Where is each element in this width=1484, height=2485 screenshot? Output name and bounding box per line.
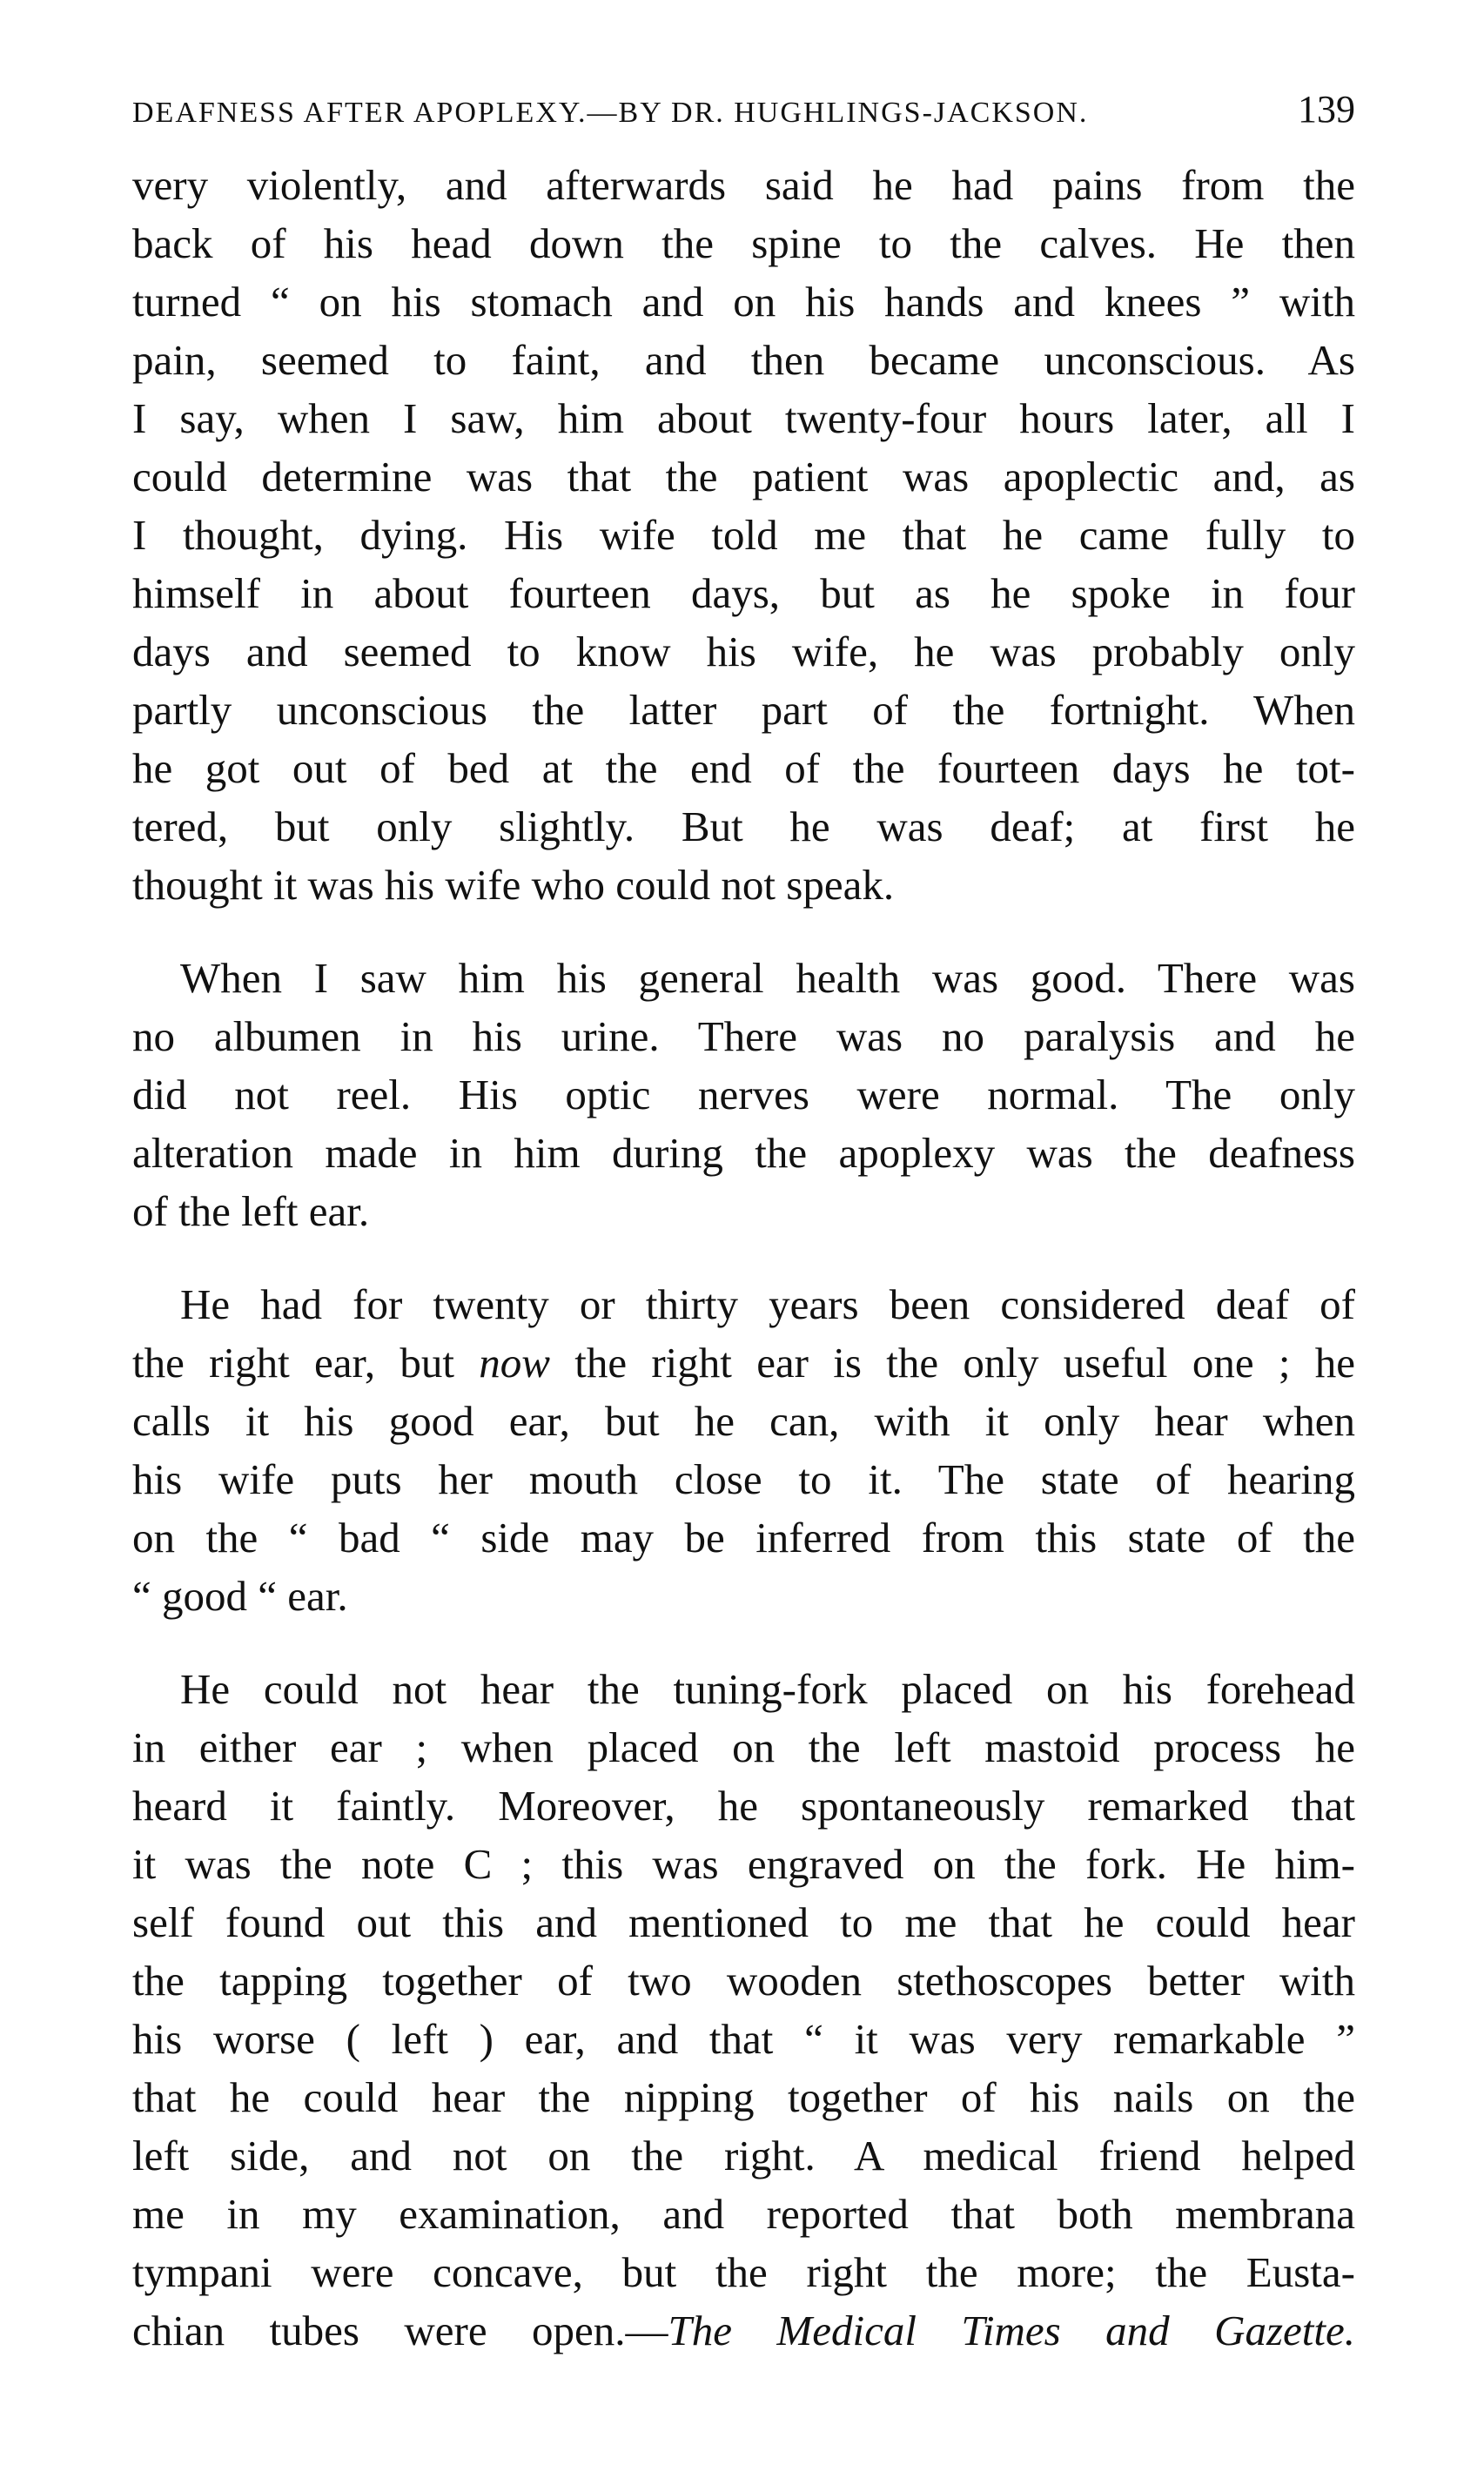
text-run: chian tubes were open.— <box>132 2307 668 2354</box>
text-line: I say, when I saw, him about twenty-four hours later, all I <box>132 394 1355 442</box>
running-head <box>132 87 1355 131</box>
text-line: pain, seemed to faint, and then became unconscious. As <box>132 336 1355 384</box>
text-line: tympani were concave, but the right the more; the Eusta- <box>132 2248 1355 2296</box>
text-run: the right ear, but <box>132 1339 454 1387</box>
text-line: he got out of bed at the end of the fourteen days he tot- <box>132 744 1355 792</box>
text-line: his wife puts her mouth close to it. The state of hearing <box>132 1455 1355 1503</box>
text-line: “ good “ ear. <box>132 1572 348 1620</box>
text-line: days and seemed to know his wife, he was probably only <box>132 628 1355 675</box>
paragraph-3 <box>132 1275 1355 1625</box>
running-title: DEAFNESS AFTER APOPLEXY.—BY DR. HUGHLINGS-JACKSON. <box>132 97 1089 129</box>
source-citation: The Medical Times and Gazette. <box>668 2307 1355 2354</box>
text-line: When I saw him his general health was good. There was <box>180 954 1355 1002</box>
text-line: it was the note C ; this was engraved on the fork. He him- <box>132 1840 1355 1888</box>
text-line: alteration made in him during the apoplexy was the deafness <box>132 1129 1355 1177</box>
text-line <box>132 1333 1355 1392</box>
text-line: no albumen in his urine. There was no paralysis and he <box>132 1012 1355 1060</box>
text-line: calls it his good ear, but he can, with it only hear when <box>132 1397 1355 1445</box>
text-line: tered, but only slightly. But he was deaf; at first he <box>132 803 1355 850</box>
text-line: back of his head down the spine to the calves. He then <box>132 219 1355 267</box>
text-line: me in my examination, and reported that both membrana <box>132 2190 1355 2238</box>
text-line: on the “ bad “ side may be inferred from this state of the <box>132 1514 1355 1562</box>
text-line: partly unconscious the latter part of the fortnight. When <box>132 686 1355 734</box>
page <box>132 87 1355 2360</box>
text-line: could determine was that the patient was apoplectic and, as <box>132 453 1355 500</box>
text-line: in either ear ; when placed on the left mastoid process he <box>132 1723 1355 1771</box>
text-line: I thought, dying. His wife told me that he came fully to <box>132 511 1355 559</box>
paragraph-4 <box>132 1660 1355 2360</box>
text-line: He could not hear the tuning-fork placed on his forehead <box>180 1665 1355 1713</box>
paragraph-1 <box>132 156 1355 914</box>
text-line: turned “ on his stomach and on his hands and knees ” with <box>132 278 1355 326</box>
text-line <box>132 2301 1355 2360</box>
text-line: heard it faintly. Moreover, he spontaneously remarked that <box>132 1782 1355 1830</box>
text-run: the right ear is the only useful one ; he <box>549 1339 1355 1387</box>
text-line: left side, and not on the right. A medical friend helped <box>132 2132 1355 2179</box>
text-line: He had for twenty or thirty years been considered deaf of <box>180 1280 1355 1328</box>
text-line: the tapping together of two wooden stethoscopes better with <box>132 1957 1355 2005</box>
text-line: his worse ( left ) ear, and that “ it was very remarkable ” <box>132 2015 1355 2063</box>
text-line: self found out this and mentioned to me that he could hear <box>132 1898 1355 1946</box>
italic-emphasis: now <box>479 1339 550 1387</box>
text-line: thought it was his wife who could not speak. <box>132 861 895 909</box>
text-line: did not reel. His optic nerves were normal. The only <box>132 1071 1355 1118</box>
text-line: that he could hear the nipping together of his nails on the <box>132 2073 1355 2121</box>
paragraph-2 <box>132 949 1355 1240</box>
text-line: very violently, and afterwards said he had pains from the <box>132 161 1355 209</box>
page-number: 139 <box>1298 88 1355 131</box>
text-line: of the left ear. <box>132 1187 370 1235</box>
text-line: himself in about fourteen days, but as he spoke in four <box>132 569 1355 617</box>
